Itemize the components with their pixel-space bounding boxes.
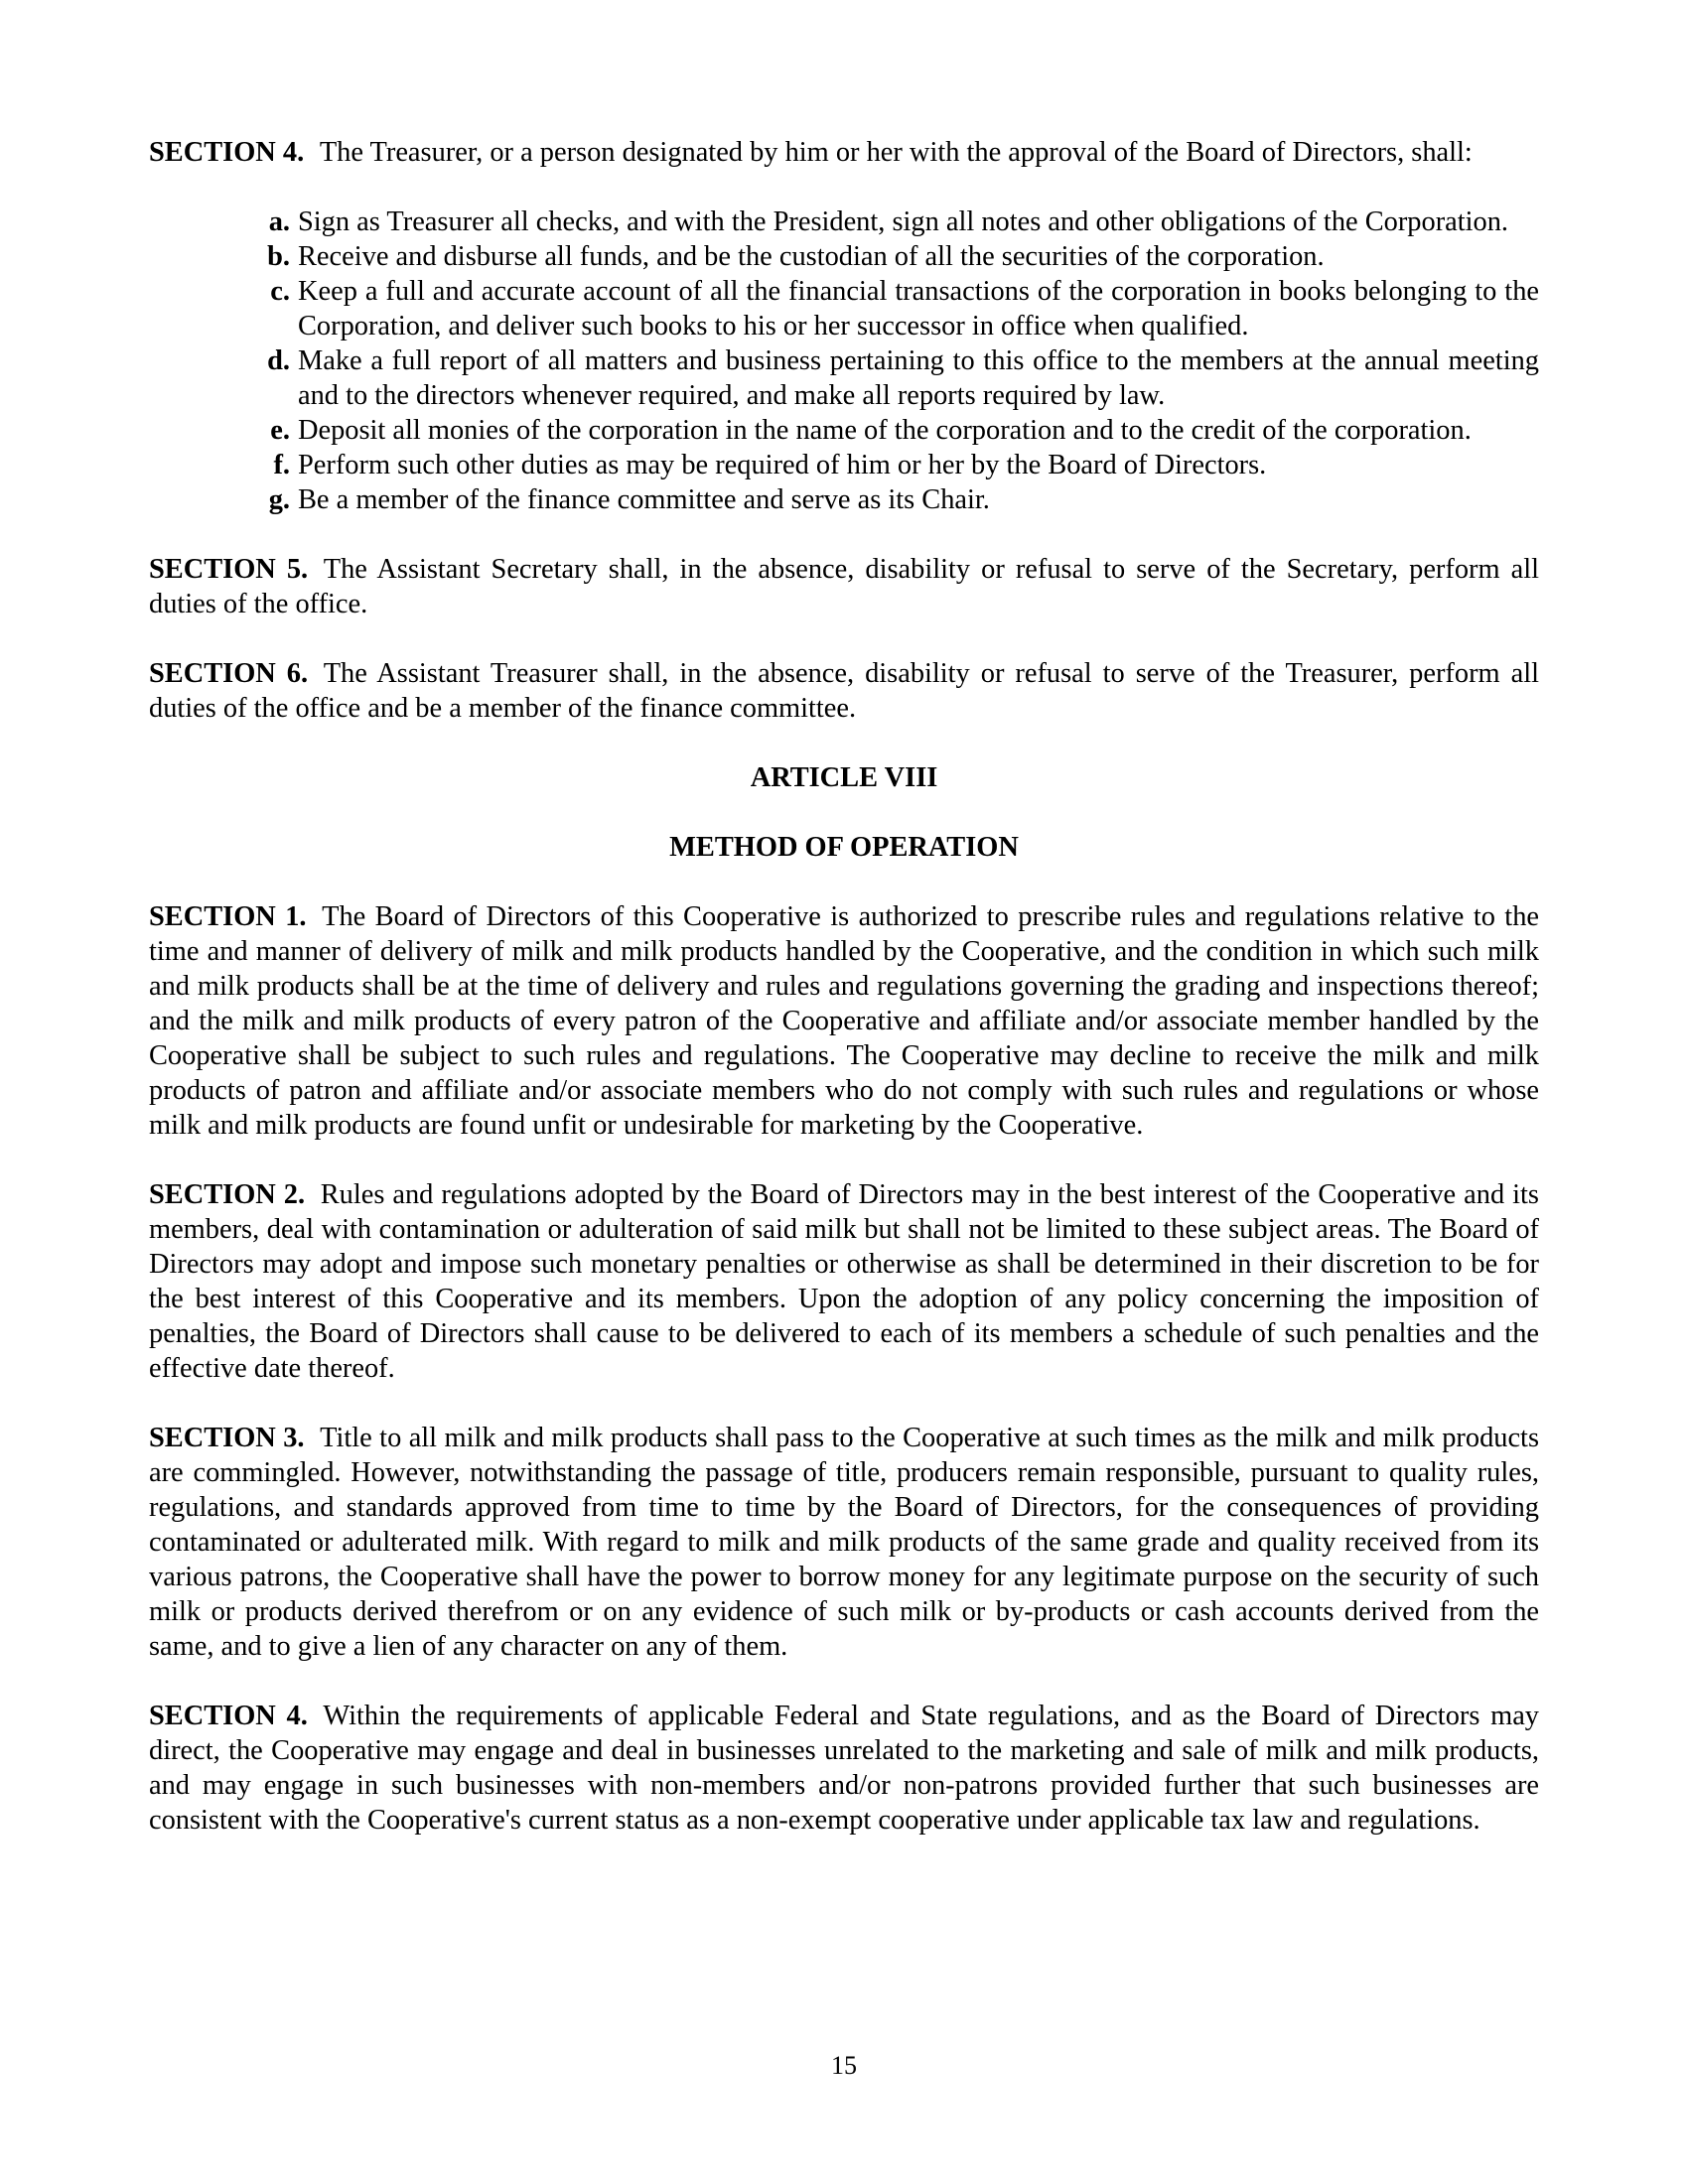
- treasurer-duties-list: [149, 205, 1539, 517]
- list-item: [149, 448, 1539, 482]
- section-label: SECTION 2.: [149, 1179, 306, 1210]
- section-label: SECTION 5.: [149, 554, 309, 585]
- list-item-letter: f.: [273, 450, 290, 480]
- section-text: The Assistant Secretary shall, in the absence, disability or refusal to serve of the Secretary, perform all duties of the office.: [149, 554, 1539, 619]
- list-item-letter: c.: [270, 276, 290, 307]
- section-6-assistant-treasurer: [149, 656, 1539, 726]
- operation-section-4: [149, 1699, 1539, 1838]
- section-text: Rules and regulations adopted by the Board of Directors may in the best interest of the Cooperative and its members, deal with contamination or adulteration of said milk but shall not be limited to these subject areas. The Board of Directors may adopt and impose such monetary penalties or otherwise as shall be determined in their discretion to be for the best interest of this Cooperative and its members. Upon the adoption of any policy concerning the imposition of penalties, the Board of Directors shall cause to be delivered to each of its members a schedule of such penalties and the effective date thereof.: [149, 1179, 1539, 1384]
- list-item-letter: e.: [270, 415, 290, 446]
- list-item-letter: b.: [267, 241, 290, 272]
- section-text: The Treasurer, or a person designated by him or her with the approval of the Board of Directors, shall:: [319, 137, 1473, 168]
- list-item-letter: d.: [267, 345, 290, 376]
- section-text: The Board of Directors of this Cooperative is authorized to prescribe rules and regulations relative to the time and manner of delivery of milk and milk products handled by the Cooperative, and the condition in which such milk and milk products shall be at the time of delivery and rules and regulations governing the grading and inspections thereof; and the milk and milk products of every patron of the Cooperative and affiliate and/or associate member handled by the Cooperative shall be subject to such rules and regulations. The Cooperative may decline to receive the milk and milk products of patron and affiliate and/or associate members who do not comply with such rules and regulations or whose milk and milk products are found unfit or undesirable for marketing by the Cooperative.: [149, 901, 1539, 1141]
- list-item-text: Deposit all monies of the corporation in the name of the corporation and to the credit of the corporation.: [298, 415, 1472, 446]
- section-label: SECTION 1.: [149, 901, 307, 932]
- list-item-letter: g.: [268, 484, 290, 515]
- list-item-letter: a.: [268, 206, 290, 237]
- list-item-text: Be a member of the finance committee and serve as its Chair.: [298, 484, 990, 515]
- operation-section-2: [149, 1177, 1539, 1386]
- list-item-text: Perform such other duties as may be required of him or her by the Board of Directors.: [298, 450, 1267, 480]
- list-item: [149, 413, 1539, 448]
- operation-section-3: [149, 1421, 1539, 1664]
- list-item: [149, 343, 1539, 413]
- page-number: 15: [831, 2051, 857, 2080]
- section-label: SECTION 6.: [149, 658, 309, 689]
- article-subtitle: METHOD OF OPERATION: [669, 832, 1019, 863]
- section-4-treasurer: [149, 135, 1539, 170]
- article-title: ARTICLE VIII: [750, 762, 938, 793]
- list-item: [149, 274, 1539, 343]
- section-text: Within the requirements of applicable Federal and State regulations, and as the Board of Directors may direct, the Cooperative may engage and deal in businesses unrelated to the marketing and sale of milk and milk products, and may engage in such businesses with non-members and/or non-patrons provided further that such businesses are consistent with the Cooperative's current status as a non-exempt cooperative under applicable tax law and regulations.: [149, 1701, 1539, 1836]
- operation-section-1: [149, 899, 1539, 1143]
- section-label: SECTION 4.: [149, 137, 305, 168]
- list-item: [149, 239, 1539, 274]
- list-item-text: Receive and disburse all funds, and be the custodian of all the securities of the corporation.: [298, 241, 1325, 272]
- document-page: [149, 135, 1539, 1872]
- section-text: The Assistant Treasurer shall, in the absence, disability or refusal to serve of the Treasurer, perform all duties of the office and be a member of the finance committee.: [149, 658, 1539, 724]
- section-label: SECTION 3.: [149, 1423, 305, 1453]
- list-item-text: Keep a full and accurate account of all the financial transactions of the corporation in books belonging to the Corporation, and deliver such books to his or her successor in office when qualified.: [298, 276, 1539, 341]
- list-item-text: Sign as Treasurer all checks, and with the President, sign all notes and other obligations of the Corporation.: [298, 206, 1509, 237]
- section-5-assistant-secretary: [149, 552, 1539, 621]
- list-item-text: Make a full report of all matters and business pertaining to this office to the members at the annual meeting and to the directors whenever required, and make all reports required by law.: [298, 345, 1539, 411]
- section-text: Title to all milk and milk products shall pass to the Cooperative at such times as the milk and milk products are commingled. However, notwithstanding the passage of title, producers remain responsible, pursuant to quality rules, regulations, and standards approved from time to time by the Board of Directors, for the consequences of providing contaminated or adulterated milk. With regard to milk and milk products of the same grade and quality received from its various patrons, the Cooperative shall have the power to borrow money for any legitimate purpose on the security of such milk or products derived therefrom or on any evidence of such milk or by-products or cash accounts derived from the same, and to give a lien of any character on any of them.: [149, 1423, 1539, 1662]
- section-label: SECTION 4.: [149, 1701, 308, 1731]
- list-item: [149, 482, 1539, 517]
- list-item: [149, 205, 1539, 239]
